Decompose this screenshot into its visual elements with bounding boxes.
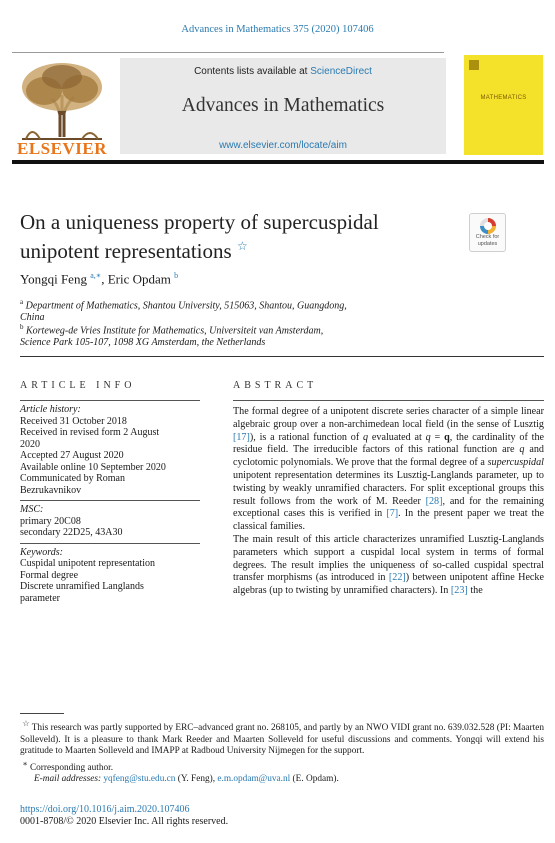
cover-title: MATHEMATICS	[480, 95, 527, 101]
abstract-body	[233, 406, 544, 598]
abstract-text: unipotent representation determines its Lusztig-Langlands parameter, up to twisting by weakly unramified characters. For split exceptional groups this result follows from the work of M. Reeder	[233, 469, 544, 507]
corresponding-footnote	[20, 758, 544, 775]
affiliation-a-text: Department of Mathematics, Shantou University, 515063, Shantou, Guangdong,	[25, 300, 347, 312]
abstract-math: q	[444, 431, 450, 443]
history-label: Article history:	[20, 404, 81, 415]
email-owner: (E. Opdam).	[290, 774, 339, 785]
citation-23[interactable]: [23]	[450, 585, 468, 597]
elsevier-mini-icon	[468, 59, 480, 71]
footnotes	[20, 718, 544, 786]
copyright: 0001-8708/© 2020 Elsevier Inc. All rights reserved.	[20, 816, 229, 827]
title-line-1: On a uniqueness property of supercuspidal	[20, 210, 379, 234]
abstract-text: evaluated at	[368, 431, 426, 443]
email-footnote	[20, 774, 544, 786]
crossmark-icon	[479, 217, 497, 235]
keyword-1: Cuspidal unipotent representation	[20, 558, 155, 569]
abstract-text: , the cardinality of the residue field. The irreducible factors of this rational function are	[233, 431, 545, 456]
article-info-rule	[20, 400, 200, 401]
keyword-4: parameter	[20, 592, 60, 604]
author-1-affiliation[interactable]: a,∗	[90, 271, 102, 280]
article-info-heading: ARTICLE INFO	[20, 380, 136, 391]
contents-line	[120, 66, 446, 77]
affiliation-b-text: Korteweg-de Vries Institute for Mathematics, Universiteit van Amsterdam,	[26, 325, 324, 337]
abstract-heading: ABSTRACT	[233, 380, 318, 391]
history-7: Bezrukavnikov	[20, 484, 82, 496]
abstract-text: the	[467, 585, 483, 597]
journal-reference[interactable]: Advances in Mathematics 375 (2020) 107406	[181, 24, 374, 35]
history-6: Communicated by Roman	[20, 473, 125, 484]
email-link-feng[interactable]: yqfeng@stu.edu.cn	[103, 774, 176, 785]
affiliation-b	[20, 321, 540, 349]
msc-1: primary 20C08	[20, 515, 81, 527]
affiliation-b-label: b	[20, 323, 24, 331]
history-1: Received 31 October 2018	[20, 415, 127, 427]
crossmark-label	[469, 234, 506, 247]
keyword-2: Formal degree	[20, 569, 79, 581]
funding-footnote	[20, 718, 544, 758]
abstract-text: , and for the remaining exceptional cases this is verified in	[233, 495, 544, 520]
citation-7[interactable]: [7]	[386, 508, 399, 520]
abstract-text: ) between unipotent affine Hecke algebras (up to twisting by unramified characters). In	[233, 572, 544, 597]
journal-name: Advances in Mathematics	[181, 95, 385, 116]
top-rule	[12, 52, 444, 53]
author-1: Yongqi Feng	[20, 271, 87, 287]
affiliation-a-text-2: China	[20, 312, 45, 324]
funding-text: This research was partly supported by ERC–advanced grant no. 268105, and partly by an NWO VIDI grant no. 639.032.528 (PI: Maarten Solleveld). It is a pleasure to thank Mark Reeder and Maarten Solleveld for useful discussions and comments. Yongqi will extend his gratitude to Maarten Solleveld and IMAPP at Radboud University Nijmegen for the support.	[20, 723, 545, 757]
abstract-text: The main result of this article characterizes unramified Lusztig-Langlands parameters which support a cuspidal local system in terms of formal degrees. The result implies the uniqueness of so-called cuspidal spectral transfer morphisms (as introduced in	[233, 533, 544, 584]
elsevier-logo[interactable]	[12, 55, 112, 158]
title-footnote-star[interactable]: ☆	[236, 239, 248, 253]
msc-rule	[20, 500, 200, 501]
abstract-math: q	[363, 431, 369, 443]
author-2-affiliation[interactable]: b	[174, 271, 179, 280]
title-block-rule	[20, 356, 544, 357]
abstract-text: . In the present paper we treat the classical families.	[233, 508, 544, 533]
affiliation-a-label: a	[20, 298, 24, 306]
email-owner: (Y. Feng),	[175, 774, 218, 785]
affiliation-b-text-2: Science Park 105-107, 1098 XG Amsterdam, the Netherlands	[20, 337, 266, 349]
crossmark-label-1: Check for	[475, 234, 500, 240]
citation-22[interactable]: [22]	[388, 572, 406, 584]
crossmark-label-2: updates	[477, 240, 498, 247]
msc-2: secondary 22D25, 43A30	[20, 527, 123, 538]
doi-link[interactable]: https://doi.org/10.1016/j.aim.2020.107406	[20, 804, 190, 815]
abstract-paragraph-1	[233, 406, 544, 534]
title-line-2-wrap	[20, 234, 440, 263]
journal-cover[interactable]	[464, 55, 543, 155]
history-2: Received in revised form 2 August	[20, 427, 160, 438]
contents-prefix: Contents lists available at	[194, 66, 311, 77]
footnote-rule	[20, 713, 64, 714]
title-line-2: unipotent representations	[20, 239, 232, 263]
publisher-name: ELSEVIER	[17, 139, 107, 158]
citation-17[interactable]: [17]	[233, 431, 250, 443]
keywords-label: Keywords:	[20, 546, 63, 558]
abstract-math: q	[519, 444, 525, 456]
abstract-text: =	[430, 431, 445, 443]
abstract-emphasis: supercuspidal	[487, 457, 544, 469]
abstract-text: and cyclotomic polynomials. We prove that the formal degree of a	[233, 444, 544, 469]
author-list: Yongqi Feng $^{a,∗}$, Eric Opdam $^b$	[20, 271, 179, 287]
msc-label: MSC:	[20, 504, 44, 515]
history-4: Accepted 27 August 2020	[20, 450, 124, 461]
email-label: E-mail addresses:	[34, 774, 104, 785]
keywords-rule	[20, 543, 200, 544]
abstract-paragraph-2	[233, 534, 544, 598]
history-3: 2020	[20, 438, 40, 450]
article-title	[20, 210, 440, 263]
citation-28[interactable]: [28]	[425, 495, 443, 507]
journal-url-link[interactable]: www.elsevier.com/locate/aim	[219, 140, 347, 151]
abstract-math: q	[425, 431, 431, 443]
abstract-rule	[233, 400, 544, 401]
keyword-3: Discrete unramified Langlands	[20, 581, 144, 592]
footnote-asterisk: ∗	[22, 758, 28, 768]
author-2: Eric Opdam	[107, 271, 171, 287]
corresponding-text: Corresponding author.	[29, 762, 114, 773]
article-info	[20, 404, 200, 604]
sciencedirect-link[interactable]: ScienceDirect	[310, 66, 372, 77]
abstract-text: ), is a rational function of	[249, 431, 364, 443]
history-5: Available online 10 September 2020	[20, 461, 166, 473]
abstract-text: The formal degree of a unipotent discrete series character of a simple linear algebraic group over a non-archimedean local field (in the sense of Lusztig	[233, 406, 544, 430]
header-thick-rule	[12, 160, 544, 164]
email-link-opdam[interactable]: e.m.opdam@uva.nl	[217, 774, 291, 785]
footnote-star: ☆	[22, 719, 30, 728]
